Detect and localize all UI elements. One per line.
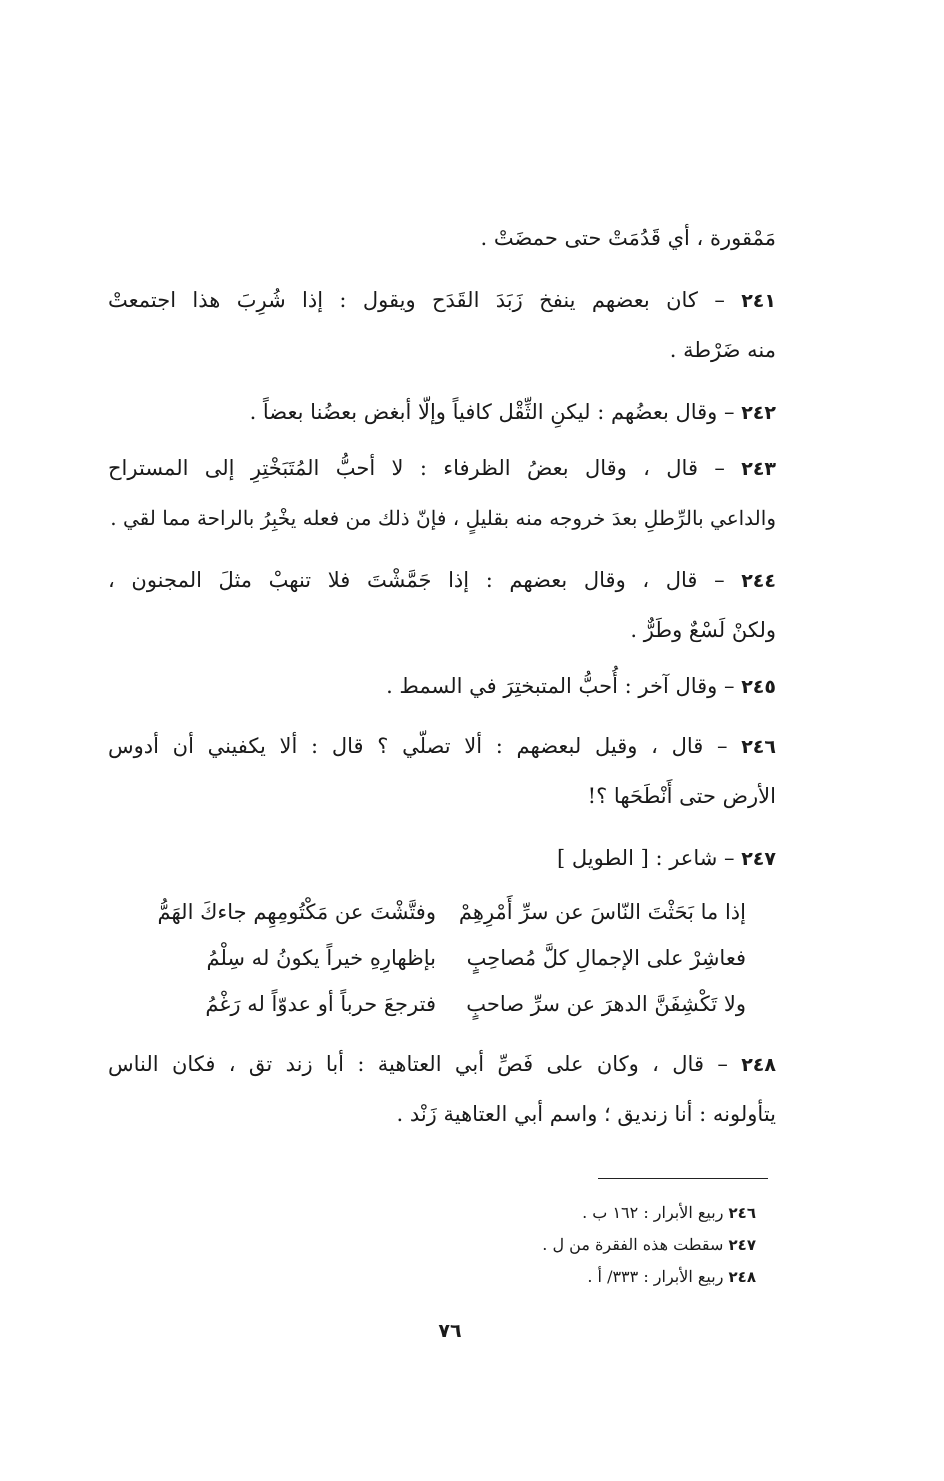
- poem-hemistich-first: فعاشِرْ على الإجمالِ كلَّ مُصاحِبٍ: [466, 946, 746, 970]
- entry-number: ٢٤١: [741, 290, 776, 312]
- entry-dash: –: [714, 568, 725, 592]
- poem-hemistich-first: إذا ما بَحَثْتَ النّاسَ عن سرِّ أَمْرِهِمْ: [458, 900, 746, 924]
- entry-245-line-1: [108, 666, 776, 707]
- entry-dash: –: [724, 400, 735, 424]
- entry-number: ٢٤٢: [741, 402, 776, 424]
- poem-hemistich-second: وفتَّشْتَ عن مَكْتُومِهِم جاءكَ الهَمُّ: [157, 900, 436, 924]
- entry-246-line-2: [108, 776, 776, 816]
- poem-hemistich-second: بإظهارِهِ خيراً يكونُ له سِلْمُ: [206, 946, 436, 970]
- entry-dash: –: [724, 674, 735, 698]
- entry-text: قال ، وكان على فَصِّ أبي العتاهية : أبا زند تق ، فكان الناس: [108, 1052, 704, 1076]
- entry-text: قال ، وقيل لبعضهم : ألا تصلّي ؟ قال : ألا يكفيني أن أدوس: [108, 734, 704, 758]
- entry-241-line-2: [108, 330, 776, 370]
- entry-text: منه ضَرْطة .: [669, 338, 776, 362]
- entry-number: ٢٤٣: [741, 458, 777, 480]
- entry-text: قال ، وقال بعضهم : إذا جَمَّشْتَ فلا تنهبْ مثلَ المجنون ،: [108, 568, 698, 592]
- entry-243-line-2: [108, 498, 776, 538]
- continuation-line: [108, 218, 776, 258]
- entry-text: ولكنْ لَسْعٌ وطَرٌّ .: [630, 618, 776, 642]
- entry-text: كان بعضهم ينفخ زَبَدَ القَدَح ويقول : إذا شُرِبَ هذا اجتمعتْ: [108, 288, 698, 312]
- footnote-text: ربيع الأبرار : ١٦٢ ب .: [582, 1203, 724, 1222]
- entry-dash: –: [716, 734, 728, 758]
- entry-text: وقال آخر : أُحبُّ المتبختِرَ في السمط .: [386, 674, 718, 698]
- entry-number: ٢٤٤: [741, 570, 776, 592]
- entry-243-line-1: [108, 448, 776, 489]
- entry-text: قال ، وقال بعضُ الظرفاء : لا أحبُّ المُتَبَخْتِرِ إلى المستراح: [108, 456, 698, 480]
- poem-hemistich-second: فترجعَ حرباً أو عدوّاً له رَغْمُ: [205, 992, 436, 1016]
- footnote-separator: [598, 1178, 768, 1179]
- entry-number: ٢٤٦: [741, 736, 776, 758]
- entry-242-line-1: [108, 392, 776, 433]
- entry-244-line-1: [108, 560, 776, 601]
- footnote-text: ربيع الأبرار : ٣٣٣/ أ .: [587, 1267, 724, 1286]
- footnote: [108, 1198, 756, 1228]
- entry-248-line-2: [108, 1094, 776, 1134]
- entry-dash: –: [714, 288, 725, 312]
- poem-hemistich-first: ولا تَكْشِفَنَّ الدهرَ عن سرِّ صاحبٍ: [466, 992, 746, 1016]
- entry-text: وقال بعضُهم : ليكنِ الثِّقْل كافياً وإلّا أبغض بعضُنا بعضاً .: [249, 400, 718, 424]
- entry-dash: –: [724, 846, 735, 870]
- page-number: ٧٦: [438, 1320, 462, 1342]
- entry-number: ٢٤٨: [741, 1054, 776, 1076]
- footnote-number: ٢٤٦: [728, 1204, 756, 1222]
- entry-number: ٢٤٥: [741, 676, 776, 698]
- footnote-number: ٢٤٨: [728, 1268, 756, 1286]
- footnote: [108, 1262, 756, 1292]
- entry-dash: –: [717, 1052, 728, 1076]
- entry-241-line-1: [108, 280, 776, 321]
- footnote: [108, 1230, 756, 1260]
- continuation-text: مَمْقورة ، أي قَدُمَتْ حتى حمضَتْ .: [480, 226, 776, 250]
- entry-247-line-1: [108, 838, 776, 879]
- footnote-text: سقطت هذه الفقرة من ل .: [542, 1235, 724, 1254]
- entry-dash: –: [714, 456, 725, 480]
- entry-246-line-1: [108, 726, 776, 767]
- entry-text: والداعي بالرِّطلِ بعدَ خروجه منه بقليلٍ ، فإنّ ذلك من فعله يخْبِرُ بالراحة مما لقي .: [110, 506, 776, 530]
- entry-text: يتأولونه : أنا زنديق ؛ واسم أبي العتاهية زَنْد .: [396, 1102, 776, 1126]
- footnote-number: ٢٤٧: [728, 1236, 756, 1254]
- entry-text: شاعر : [ الطويل ]: [556, 846, 718, 870]
- entry-number: ٢٤٧: [741, 848, 776, 870]
- entry-248-line-1: [108, 1044, 776, 1085]
- entry-244-line-2: [108, 610, 776, 650]
- entry-text: الأرض حتى أَنْطَحَها ؟!: [587, 784, 776, 808]
